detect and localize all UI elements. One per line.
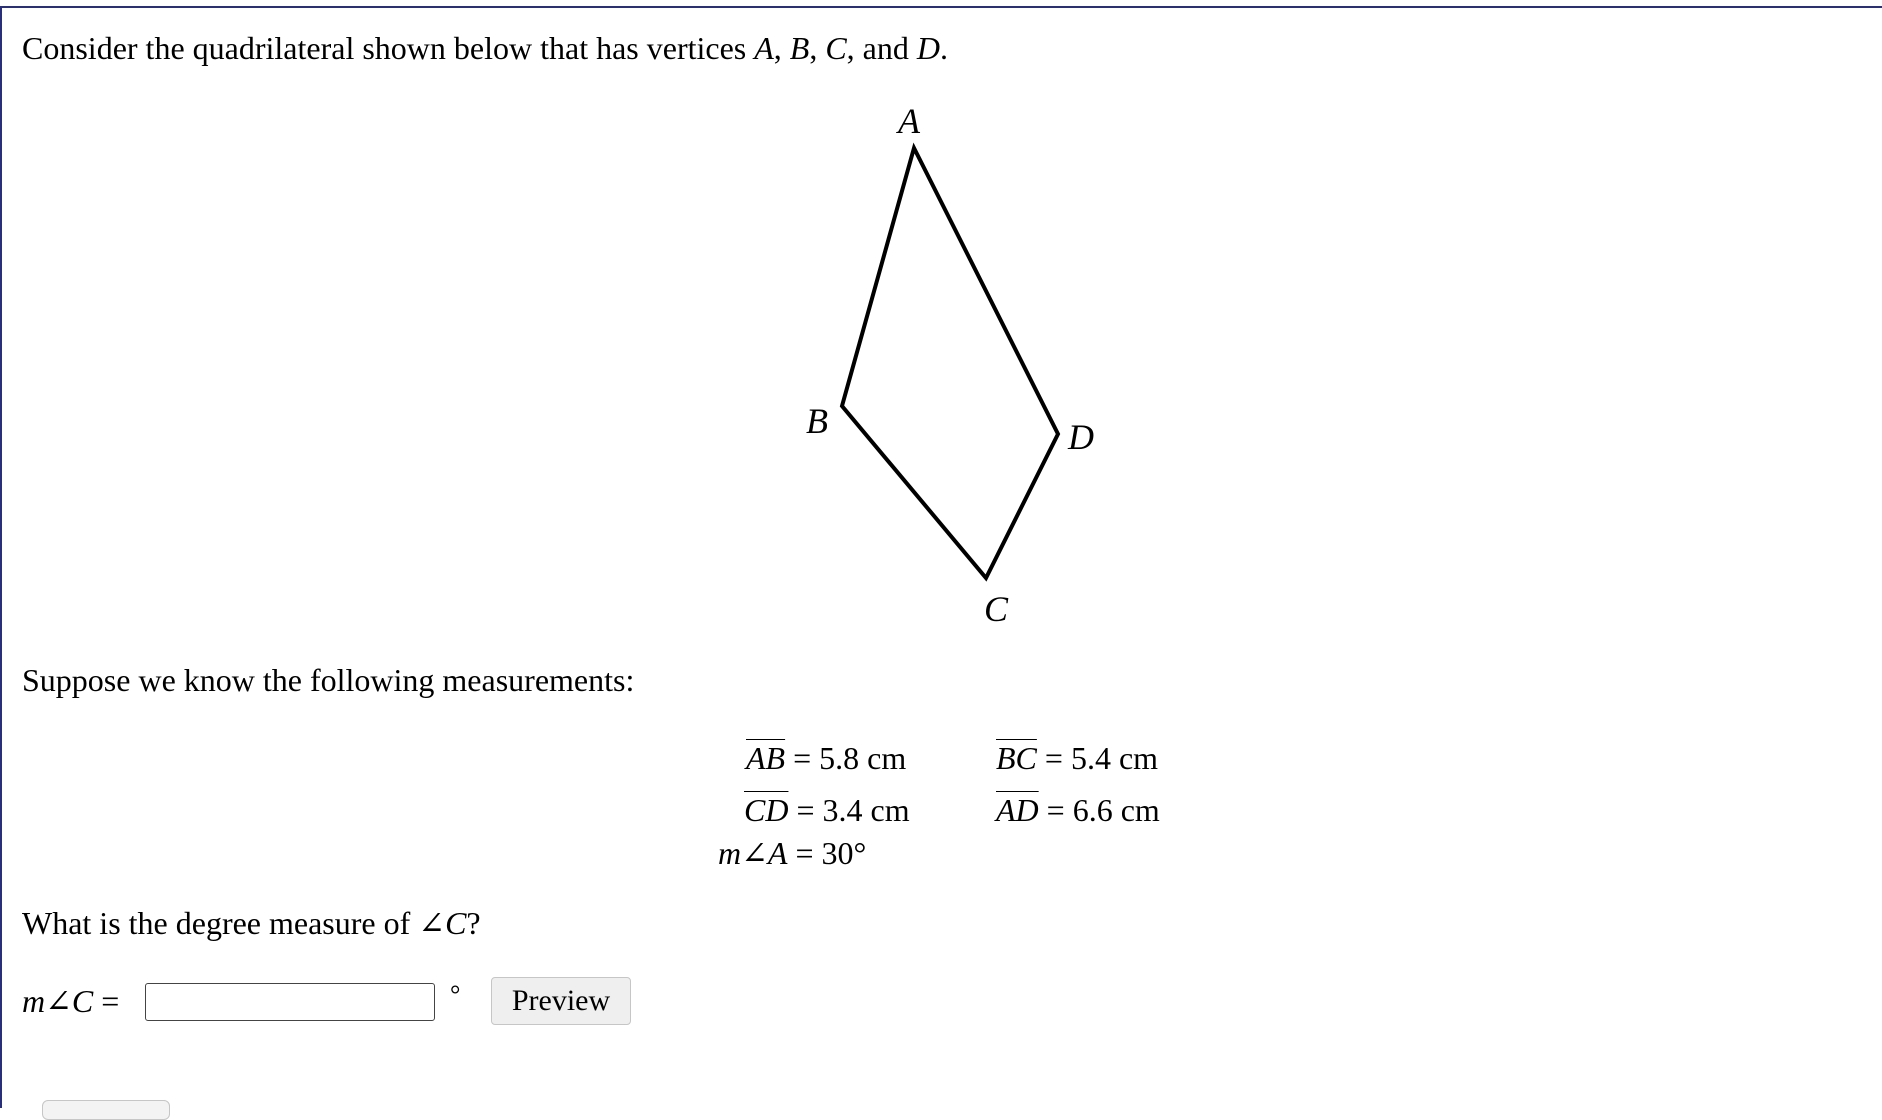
vertex-label-c: C xyxy=(984,589,1009,629)
measurement-angle-a: m∠A = 30° xyxy=(718,835,867,871)
question-intro: Consider the quadrilateral shown below that has vertices A, B, C, and D. xyxy=(22,30,948,66)
question-ask: What is the degree measure of ∠C? xyxy=(22,905,481,941)
submit-button-partial[interactable] xyxy=(42,1100,170,1120)
answer-label: m∠C = xyxy=(22,983,120,1019)
measurements-intro: Suppose we know the following measurements: xyxy=(22,662,635,698)
measurement-bc: $\overline{BC} = 5.4$ cm xyxy=(996,740,1159,776)
measurement-cd: $\overline{CD} = 3.4$ cm xyxy=(744,792,910,828)
vertex-label-b: B xyxy=(806,401,828,441)
answer-input[interactable] xyxy=(145,983,435,1021)
preview-button[interactable]: Preview xyxy=(491,977,631,1025)
measurement-ad: $\overline{AD} = 6.6$ cm xyxy=(996,792,1160,828)
vertex-label-d: D xyxy=(1068,417,1094,457)
quadrilateral-shape xyxy=(842,148,1058,578)
vertex-label-a: A xyxy=(898,101,920,141)
degree-unit: ° xyxy=(450,980,461,1009)
measurement-ab: $\overline{AB} = 5.8$ cm xyxy=(746,740,907,776)
